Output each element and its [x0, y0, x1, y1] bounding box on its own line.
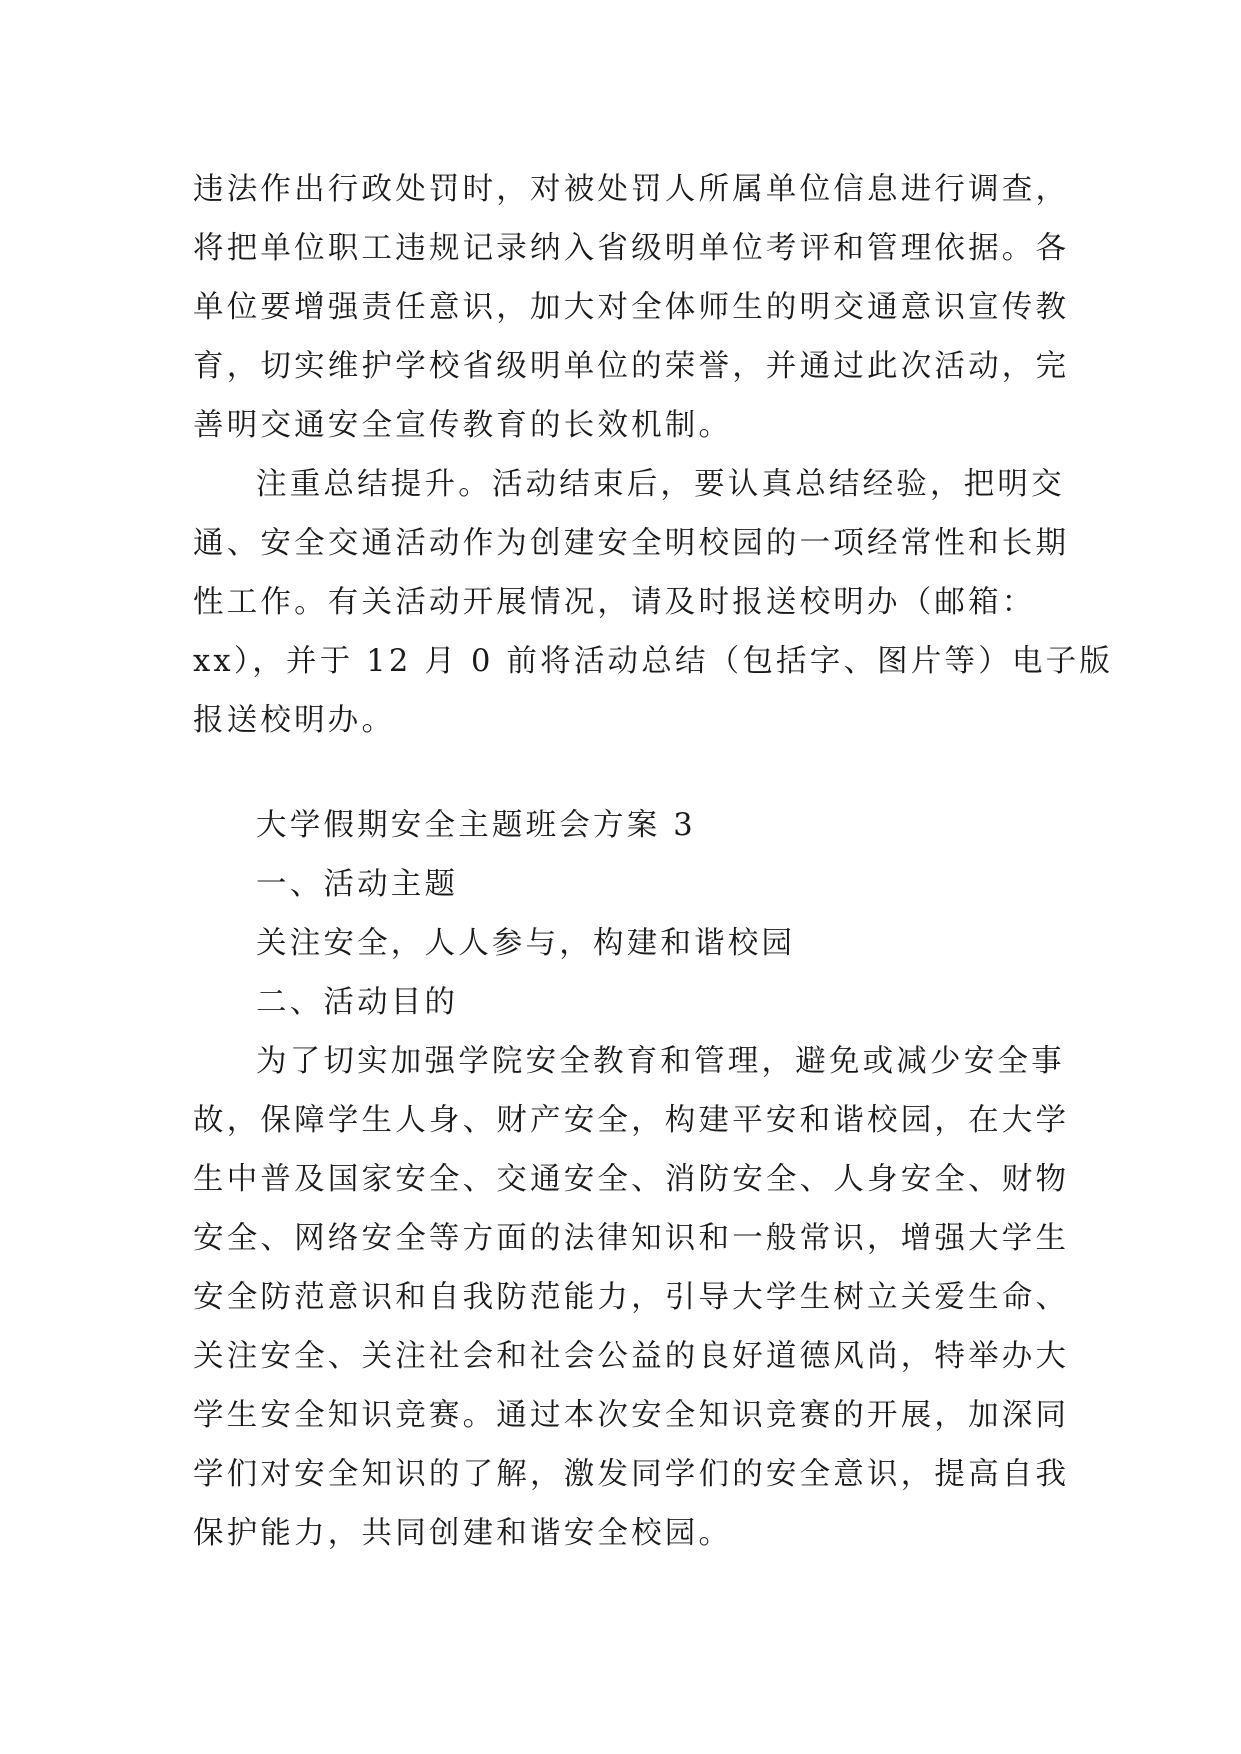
activity-theme-text: 关注安全，人人参与，构建和谐校园: [256, 926, 796, 961]
text-line: 单位要增强责任意识，加大对全体师生的明交通意识宣传教: [193, 290, 1070, 325]
text-line: 报送校明办。: [193, 703, 396, 738]
previous-section-text: [193, 160, 1114, 750]
section-title: 大学假期安全主题班会方案 3: [256, 808, 696, 843]
text-line: 为了切实加强学院安全教育和管理，避免或减少安全事: [256, 1044, 1065, 1079]
text-line: 违法作出行政处罚时，对被处罚人所属单位信息进行调查，: [193, 172, 1070, 207]
text-line: 性工作。有关活动开展情况，请及时报送校明办（邮箱：: [193, 585, 1036, 620]
text-line: 故，保障学生人身、财产安全，构建平安和谐校园，在大学: [193, 1103, 1070, 1138]
text-line: 安全、网络安全等方面的法律知识和一般常识，增强大学生: [193, 1221, 1070, 1256]
section-3: [193, 796, 1070, 1563]
text-line: 保护能力，共同创建和谐安全校园。: [193, 1516, 733, 1551]
text-line: xx），并于 12 月 0 前将活动总结（包括字、图片等）电子版: [193, 644, 1114, 679]
heading-activity-purpose: 二、活动目的: [256, 985, 459, 1020]
text-line: 学生安全知识竞赛。通过本次安全知识竞赛的开展，加深同: [193, 1398, 1070, 1433]
heading-activity-theme: 一、活动主题: [256, 867, 459, 902]
text-line: 生中普及国家安全、交通安全、消防安全、人身安全、财物: [193, 1162, 1070, 1197]
text-line: 安全防范意识和自我防范能力，引导大学生树立关爱生命、: [193, 1280, 1070, 1315]
text-line: 通、安全交通活动作为创建安全明校园的一项经常性和长期: [193, 526, 1070, 561]
text-line: 关注安全、关注社会和社会公益的良好道德风尚，特举办大: [193, 1339, 1070, 1374]
text-line: 育，切实维护学校省级明单位的荣誉，并通过此次活动，完: [193, 349, 1070, 384]
text-line: 善明交通安全宣传教育的长效机制。: [193, 408, 733, 443]
text-line: 注重总结提升。活动结束后，要认真总结经验，把明交: [256, 467, 1065, 502]
text-line: 将把单位职工违规记录纳入省级明单位考评和管理依据。各: [193, 231, 1070, 266]
text-line: 学们对安全知识的了解，激发同学们的安全意识，提高自我: [193, 1457, 1070, 1492]
